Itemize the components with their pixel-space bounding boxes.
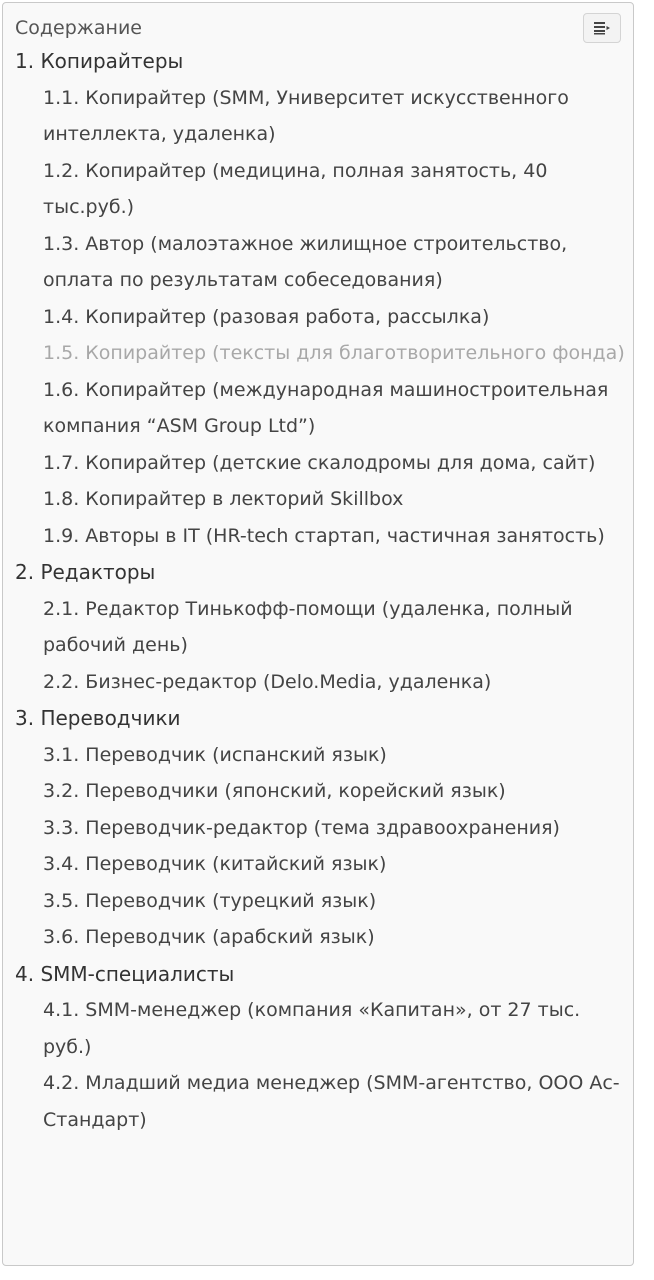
toc-item [15, 335, 633, 372]
toc-item-link[interactable]: 3.1. Переводчик (испанский язык) [43, 743, 387, 766]
toc-item-link[interactable]: 3.5. Переводчик (турецкий язык) [43, 889, 377, 912]
toc-item-link[interactable]: 1.2. Копирайтер (медицина, полная занятость, 40 тыс.руб.) [43, 159, 548, 218]
toc-subsection-list [15, 80, 633, 555]
toc-item [15, 591, 633, 664]
toc-item-link[interactable]: 1.9. Авторы в IT (HR-tech стартап, частичная занятость) [43, 524, 605, 547]
toc-item-link[interactable]: 3.2. Переводчики (японский, корейский язык) [43, 780, 506, 802]
toc-item-link[interactable]: 3.3. Переводчик-редактор (тема здравоохранения) [43, 816, 560, 839]
toc-section-1 [15, 43, 633, 554]
toc-item [15, 992, 633, 1065]
toc-item [15, 80, 633, 153]
list-toggle-icon [593, 21, 611, 35]
toc-item [15, 737, 633, 774]
toc-item-link[interactable]: 4.2. Младший медиа менеджер (SMM-агентство, ООО Ас-Стандарт) [43, 1072, 620, 1131]
toc-item [15, 372, 633, 445]
toc-title: Содержание [15, 17, 142, 39]
toc-item-link[interactable]: 1.6. Копирайтер (международная машиностроительная компания “ASM Group Ltd”) [43, 378, 609, 437]
toc-item [15, 226, 633, 299]
toc-item [15, 810, 633, 847]
toc-item [15, 481, 633, 518]
toc-section-link[interactable]: 1. Копирайтеры [15, 49, 184, 73]
toc-item-link[interactable]: 4.1. SMM-менеджер (компания «Капитан», от 27 тыс. руб.) [43, 999, 581, 1058]
toc-list [15, 43, 633, 1138]
toc-item-link[interactable]: 2.2. Бизнес-редактор (Delo.Media, удаленка) [43, 670, 492, 693]
toc-subsection-list [15, 737, 633, 956]
toc-item-link[interactable]: 1.3. Автор (малоэтажное жилищное строительство, оплата по результатам собеседования) [43, 232, 568, 291]
toc-item-link[interactable]: 3.6. Переводчик (арабский язык) [43, 926, 375, 948]
toc-item [15, 883, 633, 920]
toc-item [15, 919, 633, 956]
toc-item-link[interactable]: 1.4. Копирайтер (разовая работа, рассылка) [43, 305, 490, 328]
toc-item-link[interactable]: 1.7. Копирайтер (детские скалодромы для дома, сайт) [43, 451, 596, 474]
toc-item [15, 1065, 633, 1138]
toc-item [15, 773, 633, 810]
toc-section-3 [15, 700, 633, 956]
toc-item [15, 518, 633, 555]
toc-subsection-list [15, 591, 633, 701]
toc-section-link[interactable]: 4. SMM-специалисты [15, 961, 235, 986]
toc-subsection-list [15, 992, 633, 1138]
toc-item-link[interactable]: 1.5. Копирайтер (тексты для благотворительного фонда) [43, 342, 625, 364]
toc-item [15, 445, 633, 482]
toc-section-2 [15, 554, 633, 700]
toc-item-link[interactable]: 1.1. Копирайтер (SMM, Университет искусственного интеллекта, удаленка) [43, 86, 569, 145]
toc-item-link[interactable]: 3.4. Переводчик (китайский язык) [43, 853, 387, 875]
toc-item [15, 846, 633, 883]
toc-section-link[interactable]: 3. Переводчики [15, 706, 181, 730]
toc-item [15, 299, 633, 336]
toc-item-link[interactable]: 1.8. Копирайтер в лекторий Skillbox [43, 488, 404, 510]
toc-item [15, 153, 633, 226]
table-of-contents [2, 2, 634, 1266]
toc-item-link[interactable]: 2.1. Редактор Тинькофф-помощи (удаленка, полный рабочий день) [43, 597, 573, 656]
toc-item [15, 664, 633, 701]
toc-section-4 [15, 956, 633, 1139]
toc-toggle-button[interactable] [583, 13, 621, 43]
toc-section-link[interactable]: 2. Редакторы [15, 560, 156, 584]
